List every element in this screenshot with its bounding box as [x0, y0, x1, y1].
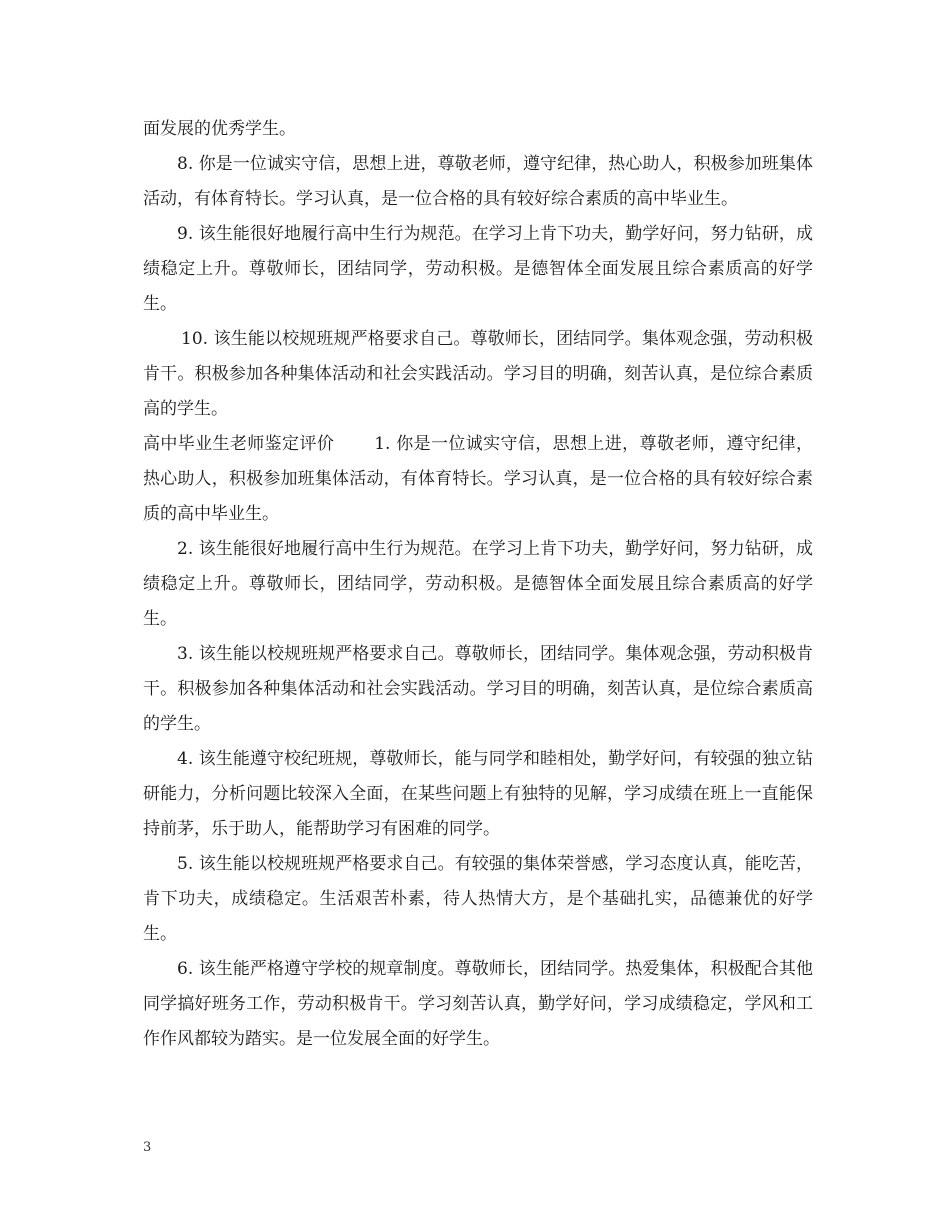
section-paragraph [143, 427, 813, 532]
paragraph-item-8: 8. 你是一位诚实守信，思想上进，尊敬老师，遵守纪律，热心助人，积极参加班集体活动，有体育特长。学习认真，是一位合格的具有较好综合素质的高中毕业生。 [143, 154, 813, 209]
page-number: 3 [143, 1140, 152, 1155]
paragraph-item-9: 9. 该生能很好地履行高中生行为规范。在学习上肯下功夫，勤学好问，努力钻研，成绩稳定上升。尊敬师长，团结同学，劳动积极。是德智体全面发展且综合素质高的好学生。 [143, 224, 813, 314]
section-heading: 高中毕业生老师鉴定评价 [143, 434, 335, 454]
document-body [143, 112, 813, 1057]
section-item-1: 1. 你是一位诚实守信，思想上进，尊敬老师，遵守纪律，热心助人，积极参加班集体活动，有体育特长。学习认真，是一位合格的具有较好综合素质的高中毕业生。 [143, 434, 813, 524]
section-item-5: 5. 该生能以校规班规严格要求自己。有较强的集体荣誉感，学习态度认真，能吃苦，肯下功夫，成绩稳定。生活艰苦朴素，待人热情大方，是个基础扎实，品德兼优的好学生。 [143, 854, 813, 944]
section-item-3: 3. 该生能以校规班规严格要求自己。尊敬师长，团结同学。集体观念强，劳动积极肯干。积极参加各种集体活动和社会实践活动。学习目的明确，刻苦认真，是位综合素质高的学生。 [143, 644, 813, 734]
paragraph-item-10: 10. 该生能以校规班规严格要求自己。尊敬师长，团结同学。集体观念强，劳动积极肯干。积极参加各种集体活动和社会实践活动。学习目的明确，刻苦认真，是位综合素质高的学生。 [143, 329, 813, 419]
section-item-6: 6. 该生能严格遵守学校的规章制度。尊敬师长，团结同学。热爱集体，积极配合其他同学搞好班务工作，劳动积极肯干。学习刻苦认真，勤学好问，学习成绩稳定，学风和工作作风都较为踏实。是一位发展全面的好学生。 [143, 959, 813, 1049]
section-item-2: 2. 该生能很好地履行高中生行为规范。在学习上肯下功夫，勤学好问，努力钻研，成绩稳定上升。尊敬师长，团结同学，劳动积极。是德智体全面发展且综合素质高的好学生。 [143, 539, 813, 629]
paragraph-continuation: 面发展的优秀学生。 [143, 119, 296, 139]
section-item-4: 4. 该生能遵守校纪班规，尊敬师长，能与同学和睦相处，勤学好问，有较强的独立钻研能力，分析问题比较深入全面，在某些问题上有独特的见解，学习成绩在班上一直能保持前茅，乐于助人，能帮助学习有困难的同学。 [143, 749, 813, 839]
